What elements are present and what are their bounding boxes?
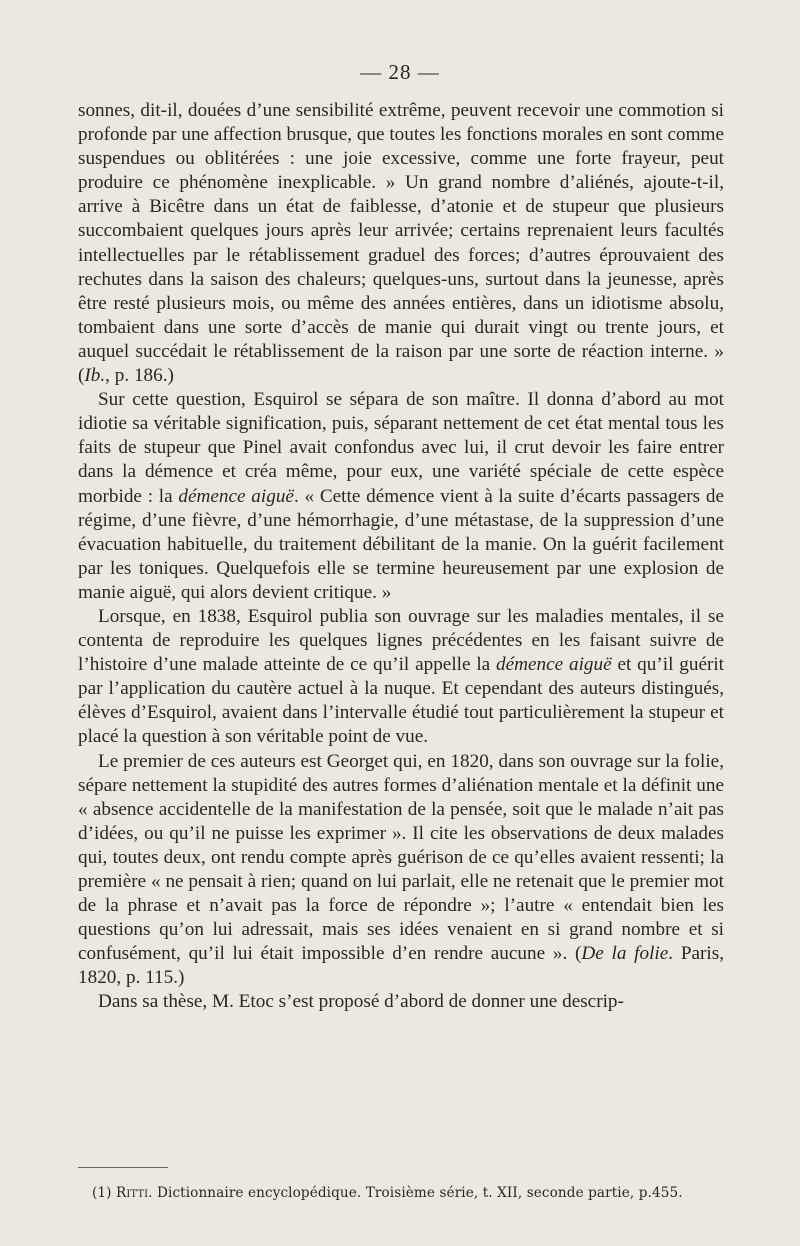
paragraph — [78, 990, 724, 1014]
paragraph — [78, 750, 724, 991]
text-run: Dans sa thèse, M. Etoc s’est proposé d’abord de donner une descrip- — [98, 991, 624, 1013]
text-run: Lorsque, en 1838, Esquirol publia son ouvrage sur les maladies mentales, il se contenta de reproduire les quelques lignes précédentes en les faisant suivre de l’histoire d’une malade atteinte de ce qu’il appelle la — [78, 605, 724, 676]
paragraph — [78, 388, 724, 605]
italic-text: Ib. — [84, 365, 106, 387]
text-run: sonnes, dit-il, douées d’une sensibilité extrême, peuvent recevoir une commotion si profonde par une affection brusque, que toutes les fonctions morales en sont comme suspendues ou oblitérées : une joie excessive, comme une forte frayeur, peut produire ce phénomène inexplicable. » Un grand nombre d’aliénés, ajoute-t-il, arrive à Bicêtre dans un état de faiblesse, d’atonie et de stupeur que plusieurs succombaient quelques jours après leur arrivée; certains reprenaient leurs facultés intellectuelles par le rétablissement graduel des forces; d’autres éprouvaient des rechutes dans la saison des chaleurs; quelques-uns, surtout dans la jeunesse, après être resté plusieurs mois, ou même des années entières, dans un idiotisme absolu, tombaient dans une sorte d’accès de manie qui durait vingt ou trente jours, et auquel succédait le rétablissement de la raison par une sorte de réaction interne. » ( — [78, 100, 724, 387]
footnote — [92, 1185, 732, 1201]
text-run: . « Cette démence vient à la suite d’écarts passagers de régime, d’une fièvre, d’une hémorrhagie, d’une métastase, de la suppression d’une évacuation habituelle, du traitement débilitant de la manie. On la guérit facilement par les toniques. Quelquefois elle se termine heureusement par une explosion de manie aiguë, qui alors devient critique. » — [78, 485, 724, 603]
text-run: Sur cette question, Esquirol se sépara de son maître. Il donna d’abord au mot idiotie sa véritable signification, puis, séparant nettement de cet état mental tous les faits de stupeur que Pinel avait confondus avec lui, il crut devoir les faire entrer dans la démence et créa même, pour eux, une variété spéciale de cette espèce morbide : la — [78, 389, 724, 507]
italic-text: De la folie — [581, 943, 669, 965]
page-number: — 28 — — [360, 60, 440, 84]
footnote-text: . Dictionnaire encyclopédique. Troisième série, t. XII, seconde partie, p.455. — [148, 1185, 683, 1201]
footnote-separator — [78, 1167, 168, 1168]
footnote-marker: (1) — [92, 1185, 112, 1201]
paragraph — [78, 605, 724, 750]
text-run: et qu’il guérit par l’application du cautère actuel à la nuque. Et cependant des auteurs distingués, élèves d’Esquirol, avaient dans l’intervalle étudié tout particulièrement la stupeur et placé la question à son véritable point de vue. — [78, 654, 725, 748]
italic-text: démence aiguë — [496, 654, 612, 676]
footnote-author: Ritti — [115, 1185, 149, 1201]
italic-text: démence aiguë — [178, 485, 294, 507]
text-run: Le premier de ces auteurs est Georget qui, en 1820, dans son ouvrage sur la folie, sépare nettement la stupidité des autres formes d’aliénation mentale et la définit une « absence accidentelle de la manifestation de la pensée, soit que le malade n’ait pas d’idées, ou qu’il ne puisse les exprimer ». Il cite les observations de deux malades qui, toutes deux, ont rendu compte après guérison de ce qu’elles avaient ressenti; la première « ne pensait à rien; quand on lui parlait, elle ne retenait que le premier mot de la phrase et n’avait pas la force de répondre »; l’autre « entendait bien les questions qu’on lui adressait, mais ses idées venaient en si grand nombre et si confusément, qu’il lui était impossible d’en rendre aucune ». ( — [78, 750, 724, 965]
text-run: . Paris, 1820, p. 115.) — [78, 943, 724, 989]
body-text — [78, 99, 724, 1015]
paragraph — [78, 99, 724, 388]
text-run: , p. 186.) — [105, 365, 174, 387]
